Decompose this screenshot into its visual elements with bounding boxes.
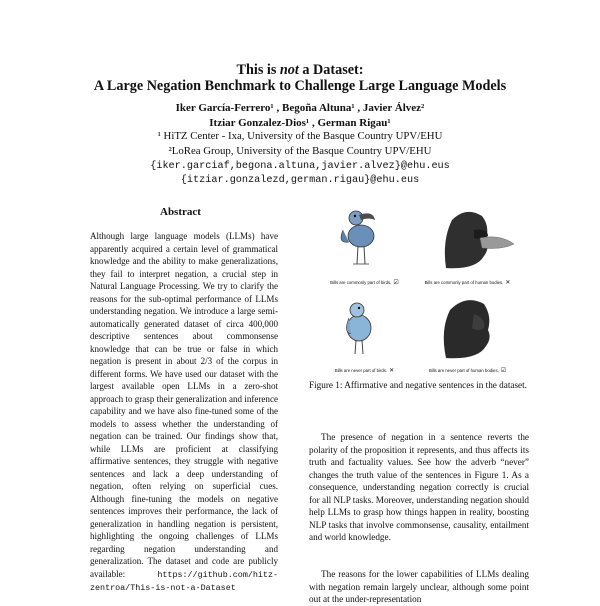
paper-title-line2: A Large Negation Benchmark to Challenge Large Language Models: [93, 78, 507, 94]
panel-caption: Bills are never part of human bodies. ☑: [428, 368, 507, 374]
abstract-heading: Abstract: [160, 206, 201, 218]
body-paragraph-2: The reasons for the lower capabilities of LLMs dealing with negation remain largely unclear, although some point out at the under-representation: [309, 569, 529, 604]
emails-line1: {iker.garciaf,begona.altuna,javier.alvez}@ehu.eus: [150, 161, 450, 172]
figure-panel-human-affirmative: [416, 200, 519, 288]
title-suffix: a Dataset:: [298, 62, 364, 78]
title-prefix: This is: [236, 62, 280, 78]
figure-panel-bird-negative: [313, 288, 416, 376]
check-icon: ☑: [393, 280, 399, 286]
abstract-body: [90, 230, 278, 595]
paper-title-line1: [0, 62, 600, 79]
authors-line1: Iker García-Ferrero¹ , Begoña Altuna¹ , Javier Álvez²: [175, 102, 425, 114]
human-head-icon: [416, 288, 519, 368]
panel-caption: Bills are never part of birds. ✕: [334, 368, 395, 374]
panel-caption: Bills are commonly part of human bodies. ✕: [424, 280, 511, 286]
figure-panel-human-negative: [416, 288, 519, 376]
affiliation-2: ²LoRea Group, University of the Basque Country UPV/EHU: [168, 145, 432, 157]
bird-illustration-icon: [313, 200, 416, 280]
cross-icon: ✕: [505, 280, 511, 286]
abstract-text: Although large language models (LLMs) have apparently acquired a certain level of grammatical knowledge and the ability to make generalizations, they fail to interpret negation, a crucial step in Natural Language Processing. We try to clarify the reasons for the sub-optimal performance of LLMs understanding negation. We introduce a large semi-automatically generated dataset of circa 400,000 descriptive sentences about commonsense knowledge that can be true or false in which negation is present in about 2/3 of the corpus in different forms. We have used our dataset with the largest available open LLMs in a zero-shot approach to grasp their generalization and inference capability and we have also fine-tuned some of the models to assess whether the understanding of negation can be trained. Our findings show that, while LLMs are proficient at classifying affirmative sentences, they struggle with negative sentences and lack a deep understanding of negation, often relying on superficial cues. Although fine-tuning the models on negative sentences improves their performance, the lack of generalization in handling negation is persistent, highlighting the ongoing challenges of LLMs regarding negation understanding and generalization. The dataset and code are publicly available:: [90, 231, 278, 579]
figure-panel-bird-affirmative: [313, 200, 416, 288]
title-emphasis: not: [279, 62, 299, 78]
abstract-code-link[interactable]: https://github.com/hitz-zentroa/This-is-not-a-Dataset: [90, 569, 278, 593]
body-paragraph-1: The presence of negation in a sentence reverts the polarity of the proposition it represents, and thus affects its truth and factuality values. See how the adverb “never” changes the truth value of the sentences in Figure 1. As a consequence, understanding negation correctly is crucial for all NLP tasks. Moreover, understanding negation should help LLMs to grasp how things happen in reality, boosting NLP tasks that involve commonsense, causality, entailment and world knowledge.: [309, 432, 530, 542]
panel-caption: Bills are commonly part of birds. ☑: [330, 280, 399, 286]
authors-line2: Itziar Gonzalez-Dios¹ , German Rigau¹: [209, 117, 391, 129]
cross-icon: ✕: [389, 368, 395, 374]
figure-1: [313, 200, 519, 376]
affiliation-1: ¹ HiTZ Center - Ixa, University of the Basque Country UPV/EHU: [157, 130, 443, 142]
human-head-with-beak-icon: [416, 200, 519, 280]
figure-caption: Figure 1: Affirmative and negative sentences in the dataset.: [309, 380, 527, 390]
check-icon: ☑: [500, 368, 507, 374]
emails-line2: {itziar.gonzalezd,german.rigau}@ehu.eus: [180, 175, 420, 186]
bird-no-beak-icon: [313, 288, 416, 368]
